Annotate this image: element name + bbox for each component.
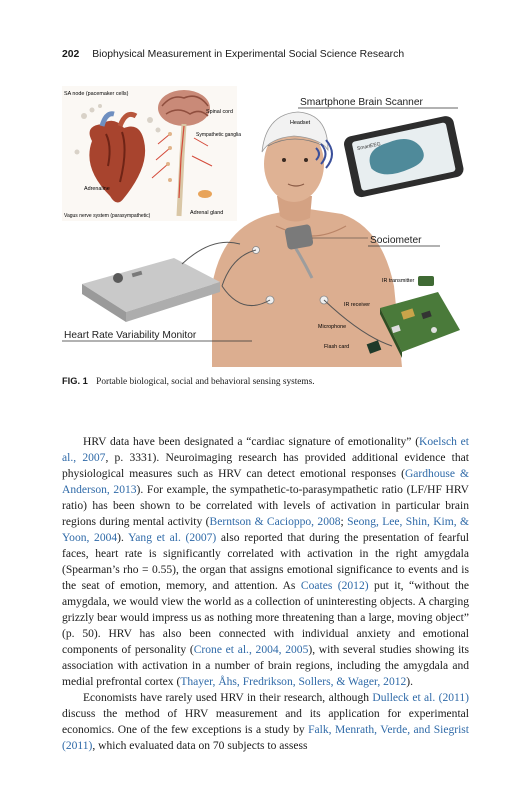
citation-link[interactable]: Falk, Menrath, Verde, and Siegrist (2011) <box>62 724 469 752</box>
figure-illustration <box>62 86 466 367</box>
sympathetic-ganglia-label: Sympathetic ganglia <box>196 132 242 138</box>
caption-text: Portable biological, social and behavioral sensing systems. <box>96 377 315 387</box>
text-run: ). <box>406 676 413 688</box>
page-number: 202 <box>62 49 80 60</box>
citation-link[interactable]: Berntson & Cacioppo, 2008 <box>209 516 341 528</box>
paragraph-1 <box>62 434 469 690</box>
running-title: Biophysical Measurement in Experimental Social Science Research <box>92 49 405 60</box>
figure-caption <box>62 376 472 387</box>
text-run: ). <box>117 532 129 544</box>
citation-link[interactable]: Coates (2012) <box>300 580 369 592</box>
sa-node-label: SA node (pacemaker cells) <box>64 91 129 97</box>
phone-screen-label: SmartEEG <box>356 141 382 153</box>
citation-link[interactable]: Dulleck et al. (2011) <box>372 692 470 704</box>
smartphone-illustration <box>343 115 465 199</box>
heart-nerve-panel <box>62 86 241 221</box>
text-run: also reported that during the presentation of fearful faces, heart rate is significantly correlated with activation in the right amygdala (Spearman’s rho = 0.55), the organ that assigns emotional significance to events and is the seat of emotion, memory, and attention. As <box>62 532 469 592</box>
running-header <box>62 49 482 60</box>
text-run: , which evaluated data on 70 subjects to assess <box>92 740 308 752</box>
text-run: , p. 3331). Neuroimaging research has provided additional evidence that physiological measures such as HRV can detect emotional responses ( <box>62 452 469 480</box>
spinal-cord-label: Spinal cord <box>206 109 233 115</box>
vagus-nerve-label: Vagus nerve system (parasympathetic) <box>64 213 151 219</box>
sociometer-title: Sociometer <box>370 235 422 246</box>
citation-link[interactable]: Koelsch et al., 2007 <box>62 436 469 464</box>
figure-label: FIG. 1 <box>62 376 88 386</box>
figure-1 <box>62 86 466 367</box>
citation-link[interactable]: Yang et al. (2007) <box>128 532 217 544</box>
hrv-monitor-title: Heart Rate Variability Monitor <box>64 330 197 341</box>
paragraph-2 <box>62 690 469 754</box>
citation-link[interactable]: Crone et al., 2004, 2005 <box>193 644 309 656</box>
sociometer-device <box>284 224 313 250</box>
citation-link[interactable]: Gardhouse & Anderson, 2013 <box>62 468 469 496</box>
adrenal-gland-label: Adrenal gland <box>190 210 224 216</box>
text-run: put it, “without the amygdala, we would view the world as a collection of uninteresting objects. A charging grizzly bear would impress us as nothing more threatening than a large, moving object” (p. 50). HRV has also been connected with individual anxiety and emotional components of personality ( <box>62 580 470 656</box>
text-run: discuss the method of HRV measurement and its application for experimental economics. One of the few exceptions is a study by <box>62 708 469 736</box>
flash-card-label: Flash card <box>324 344 350 350</box>
text-run: HRV data have been designated a “cardiac signature of emotionality” ( <box>83 436 420 448</box>
microphone-label: Microphone <box>318 324 347 330</box>
citation-link[interactable]: Seong, Lee, Shin, Kim, & Yoon, 2004 <box>62 516 469 544</box>
body-text <box>62 434 469 754</box>
text-run: ). For example, the sympathetic-to-parasympathetic ratio (LF/HF HRV ratio) has been shown to be correlated with levels of activation in particular brain regions during mental activity ( <box>62 484 469 528</box>
text-run: Economists have rarely used HRV in their research, although <box>83 692 373 704</box>
ir-receiver-label: IR receiver <box>344 302 371 308</box>
text-run: ; <box>340 516 348 528</box>
smartphone-brain-scanner-title: Smartphone Brain Scanner <box>300 97 423 108</box>
ir-transmitter-label: IR transmitter <box>382 278 415 284</box>
citation-link[interactable]: Thayer, Åhs, Fredrikson, Sollers, & Wager, 2012 <box>180 676 407 688</box>
headset-label: Headset <box>290 120 311 126</box>
text-run: ), with several studies showing its association with activation in a number of brain regions, including the amygdala and medial prefrontal cortex ( <box>62 644 470 688</box>
adrenaline-label: Adrenaline <box>84 186 110 192</box>
brain-illustration <box>158 90 210 126</box>
